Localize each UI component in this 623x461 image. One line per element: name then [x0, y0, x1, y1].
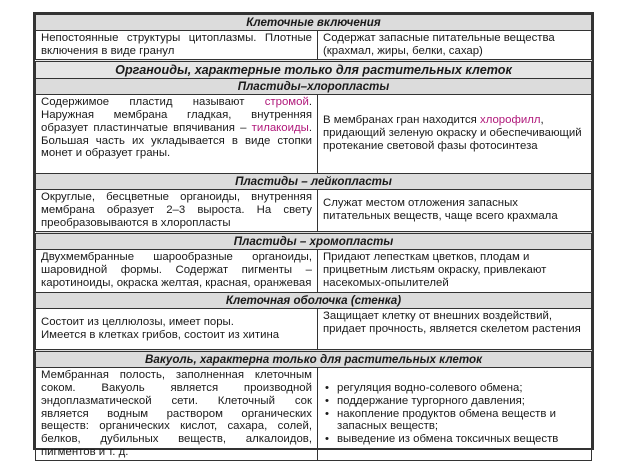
cell-wall-function-cell: Защищает клетку от внешних воздействий, придает прочность, является скелетом растения — [318, 308, 592, 350]
header-leucoplasts: Пластиды – лейкопласты — [36, 173, 592, 189]
section-header-inclusions — [36, 15, 592, 31]
term-stroma: стромой — [264, 95, 309, 108]
header-cell-wall: Клеточная оболочка (стенка) — [36, 292, 592, 308]
leucoplasts-function-cell: Служат местом отложения запасных питательных веществ, чаще всего крахмала — [318, 189, 592, 232]
section-header-leucoplasts — [36, 173, 592, 189]
chromoplasts-function-cell: Придают лепесткам цветков, плодам и прицветным листьям окраску, привлекают насекомых-опылителей — [318, 249, 592, 292]
chloroplasts-text-3: . Большая часть их укладывается в виде стопки монет и образует граны. — [41, 121, 312, 160]
row-leucoplasts — [36, 189, 592, 232]
section-header-cell-wall — [36, 292, 592, 308]
header-chloroplasts: Пластиды–хлоропласты — [36, 78, 592, 94]
vacuole-function-cell — [318, 367, 592, 460]
header-plant-organoids: Органоиды, характерные только для растительных клеток — [36, 60, 592, 78]
list-item: • выведение из обмена токсичных веществ — [323, 433, 586, 446]
list-item: • накопление продуктов обмена веществ и запасных веществ; — [323, 408, 586, 434]
row-cell-wall — [36, 308, 592, 350]
cell-wall-line-1: Состоит из целлюлозы, имеет поры. — [41, 315, 234, 328]
section-header-vacuole — [36, 350, 592, 367]
chloroplasts-structure-cell — [36, 94, 318, 173]
term-thylakoids: тилакоиды — [251, 121, 309, 134]
list-item: • поддержание тургорного давления; — [323, 395, 586, 408]
inclusions-structure-cell: Непостоянные структуры цитоплазмы. Плотные включения в виде гранул — [36, 31, 318, 61]
chloroplasts-text-2: . Наружная мембрана гладкая, внутренняя образует пластинчатые впячивания – — [41, 95, 312, 134]
leucoplasts-structure-cell: Округлые, бесцветные органоиды, внутренняя мембрана образует 2–3 выроста. На свету преобразовываются в хлоропласты — [36, 189, 318, 232]
term-chlorophyll: хлорофилл — [480, 114, 541, 127]
row-vacuole — [36, 367, 592, 460]
list-item: • регуляция водно-солевого обмена; — [323, 382, 586, 395]
chloroplasts-right-text-1: В мембранах гран находится — [323, 114, 480, 127]
organoids-table — [33, 12, 594, 459]
chloroplasts-text-1: Содержимое пластид называют — [41, 95, 265, 108]
section-header-chloroplasts — [36, 78, 592, 94]
row-inclusions — [36, 31, 592, 61]
cell-wall-structure-cell — [36, 308, 318, 350]
section-header-plant-organoids — [36, 60, 592, 78]
inclusions-function-cell: Содержат запасные питательные вещества (крахмал, жиры, белки, сахар) — [318, 31, 592, 61]
cell-wall-line-2: Имеется в клетках грибов, состоит из хитина — [41, 328, 280, 341]
header-inclusions: Клеточные включения — [36, 15, 592, 31]
chloroplasts-function-cell — [318, 94, 592, 173]
row-chromoplasts — [36, 249, 592, 292]
header-vacuole: Вакуоль, характерна только для растительных клеток — [36, 350, 592, 367]
section-header-chromoplasts — [36, 232, 592, 249]
header-chromoplasts: Пластиды – хромопласты — [36, 232, 592, 249]
vacuole-structure-cell: Мембранная полость, заполненная клеточным соком. Вакуоль является производной эндоплазматической сети. Клеточный сок является водным раствором органических веществ: органических кислот, сахара, солей, белков, дубильных веществ, алкалоидов, пигментов и т. д. — [36, 367, 318, 460]
vacuole-function-list — [323, 382, 586, 447]
chloroplasts-right-text-2: , придающий зеленую окраску и обеспечивающий протекание световой фазы фотосинтеза — [323, 114, 582, 153]
row-chloroplasts — [36, 94, 592, 173]
chromoplasts-structure-cell: Двухмембранные шарообразные органоиды, шаровидной формы. Содержат пигменты – каротиноиды, окраска желтая, красная, оранжевая — [36, 249, 318, 292]
